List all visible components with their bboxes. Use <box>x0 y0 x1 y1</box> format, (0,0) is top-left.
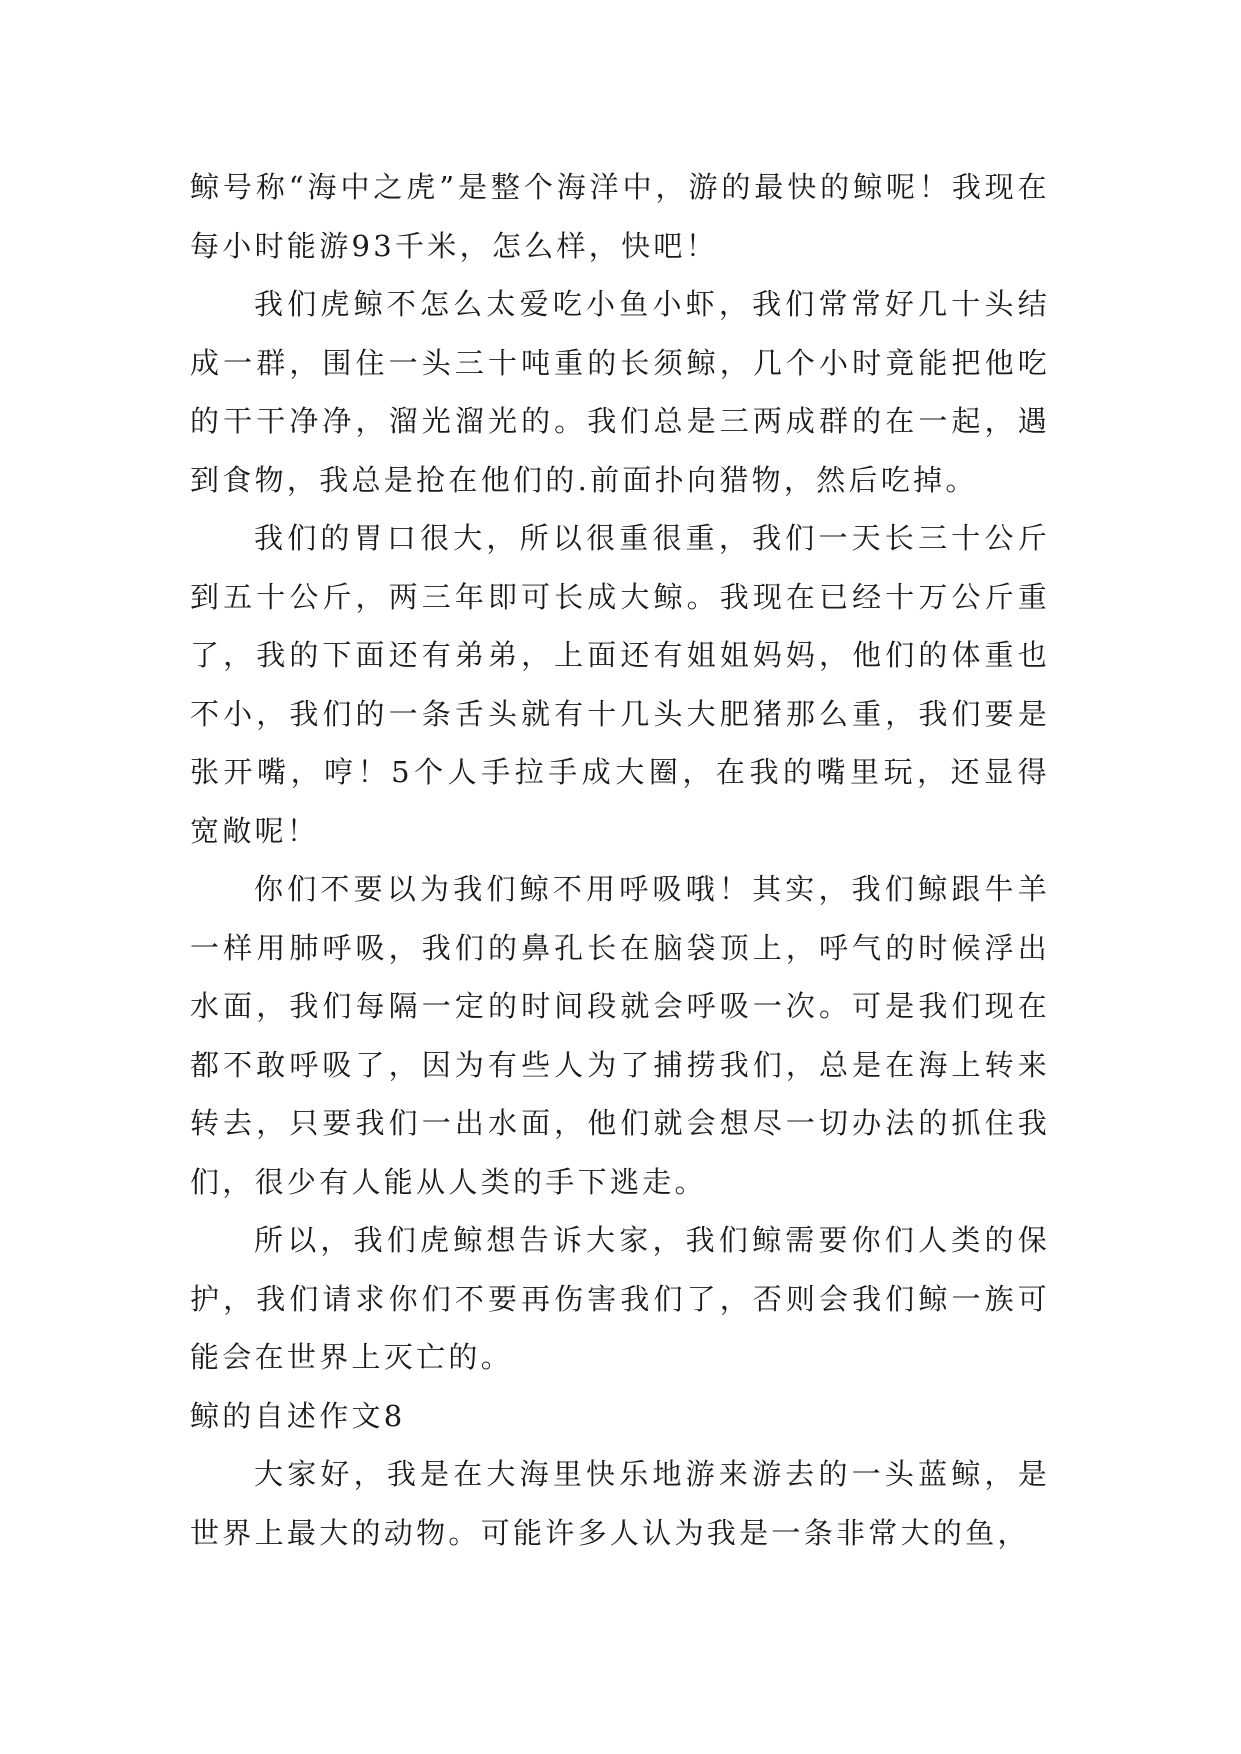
paragraph-hunting: 我们虎鲸不怎么太爱吃小鱼小虾，我们常常好几十头结成一群，围住一头三十吨重的长须鲸，几个小时竟能把他吃的干干净净，溜光溜光的。我们总是三两成群的在一起，遇到食物，我总是抢在他们的.前面扑向猎物，然后吃掉。 <box>190 287 1050 497</box>
paragraph-continued: 鲸号称“海中之虎”是整个海洋中，游的最快的鲸呢！我现在每小时能游93千米，怎么样，快吧！ <box>190 170 1050 263</box>
paragraph-breathing: 你们不要以为我们鲸不用呼吸哦！其实，我们鲸跟牛羊一样用肺呼吸，我们的鼻孔长在脑袋顶上，呼气的时候浮出水面，我们每隔一定的时间段就会呼吸一次。可是我们现在都不敢呼吸了，因为有些人为了捕捞我们，总是在海上转来转去，只要我们一出水面，他们就会想尽一切办法的抓住我们，很少有人能从人类的手下逃走。 <box>190 872 1050 1199</box>
paragraph-blue-whale: 大家好，我是在大海里快乐地游来游去的一头蓝鲸，是世界上最大的动物。可能许多人认为我是一条非常大的鱼， <box>190 1457 1050 1550</box>
paragraph-protection: 所以，我们虎鲸想告诉大家，我们鲸需要你们人类的保护，我们请求你们不要再伤害我们了，否则会我们鲸一族可能会在世界上灭亡的。 <box>190 1223 1050 1374</box>
section-heading: 鲸的自述作文8 <box>190 1398 406 1433</box>
document-page <box>190 158 1050 1562</box>
paragraph-size: 我们的胃口很大，所以很重很重，我们一天长三十公斤到五十公斤，两三年即可长成大鲸。我现在已经十万公斤重了，我的下面还有弟弟，上面还有姐姐妈妈，他们的体重也不小，我们的一条舌头就有十几头大肥猪那么重，我们要是张开嘴，哼！5个人手拉手成大圈，在我的嘴里玩，还显得宽敞呢！ <box>190 521 1050 848</box>
